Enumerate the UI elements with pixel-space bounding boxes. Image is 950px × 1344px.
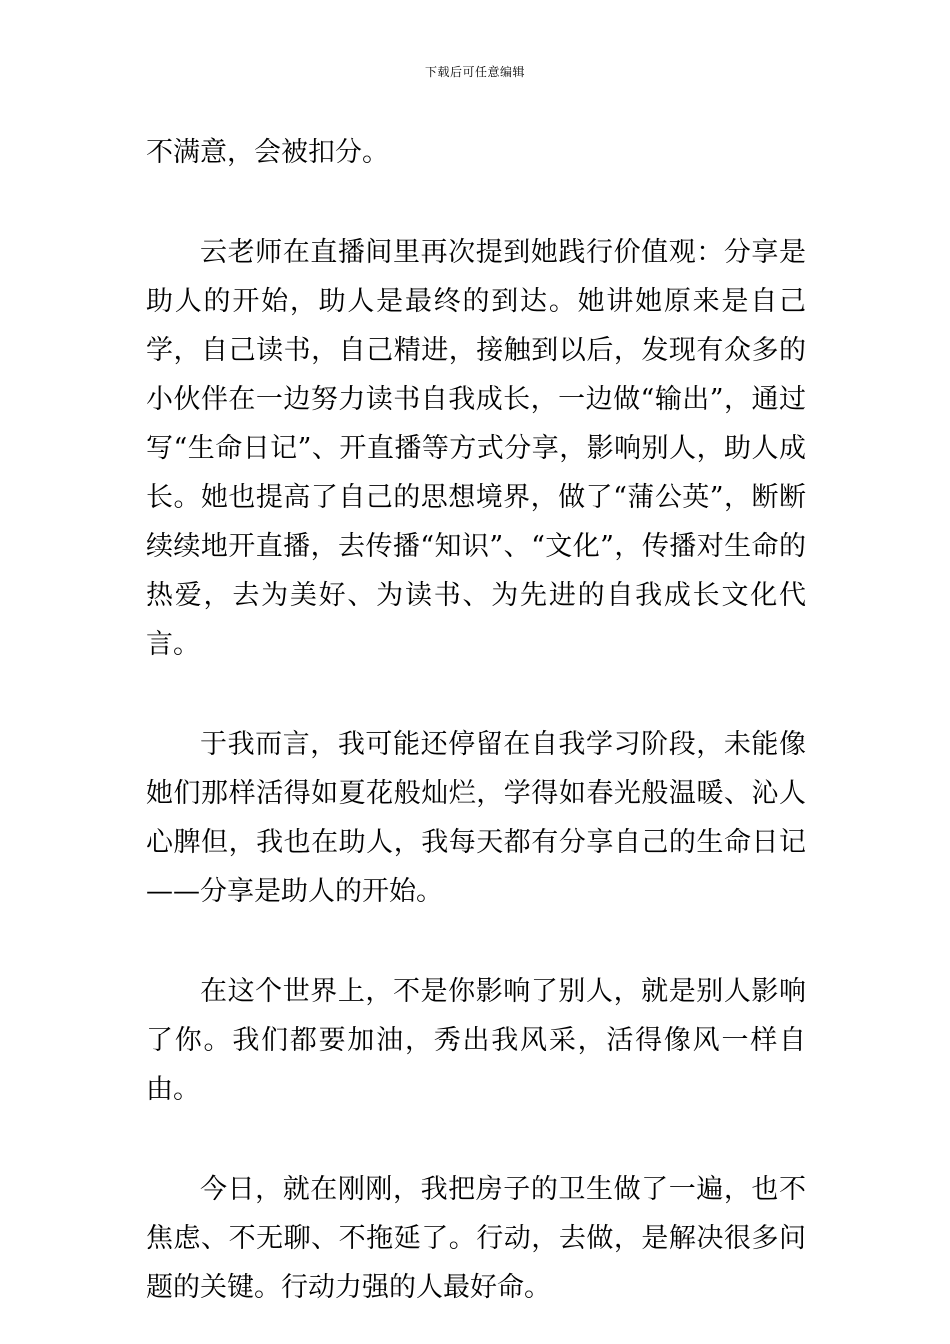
paragraph-1: 不满意，会被扣分。	[146, 137, 389, 168]
document-body	[146, 128, 806, 1312]
paragraph-gap	[146, 177, 806, 228]
paragraph-gap	[146, 1114, 806, 1165]
paragraph-2: 云老师在直播间里再次提到她践行价值观：分享是助人的开始，助人是最终的到达。她讲她原来是自己学，自己读书，自己精进，接触到以后，发现有众多的小伙伴在一边努力读书自我成长，一边做“输出”，通过写“生命日记”、开直播等方式分享，影响别人，助人成长。她也提高了自己的思想境界，做了“蒲公英”，断断续续地开直播，去传播“知识”、“文化”，传播对生命的热爱，去为美好、为读书、为先进的自我成长文化代言。	[146, 237, 806, 660]
paragraph-4: 在这个世界上，不是你影响了别人，就是别人影响了你。我们都要加油，秀出我风采，活得像风一样自由。	[146, 976, 806, 1105]
paragraph-3: 于我而言，我可能还停留在自我学习阶段，未能像她们那样活得如夏花般灿烂，学得如春光般温暖、沁人心脾但，我也在助人，我每天都有分享自己的生命日记——分享是助人的开始。	[146, 729, 806, 907]
page-header: 下载后可任意编辑	[424, 65, 525, 79]
paragraph-5: 今日，就在刚刚，我把房子的卫生做了一遍，也不焦虑、不无聊、不拖延了。行动，去做，是解决很多问题的关键。行动力强的人最好命。	[146, 1174, 806, 1303]
paragraph-gap	[146, 669, 806, 720]
paragraph-gap	[146, 916, 806, 967]
